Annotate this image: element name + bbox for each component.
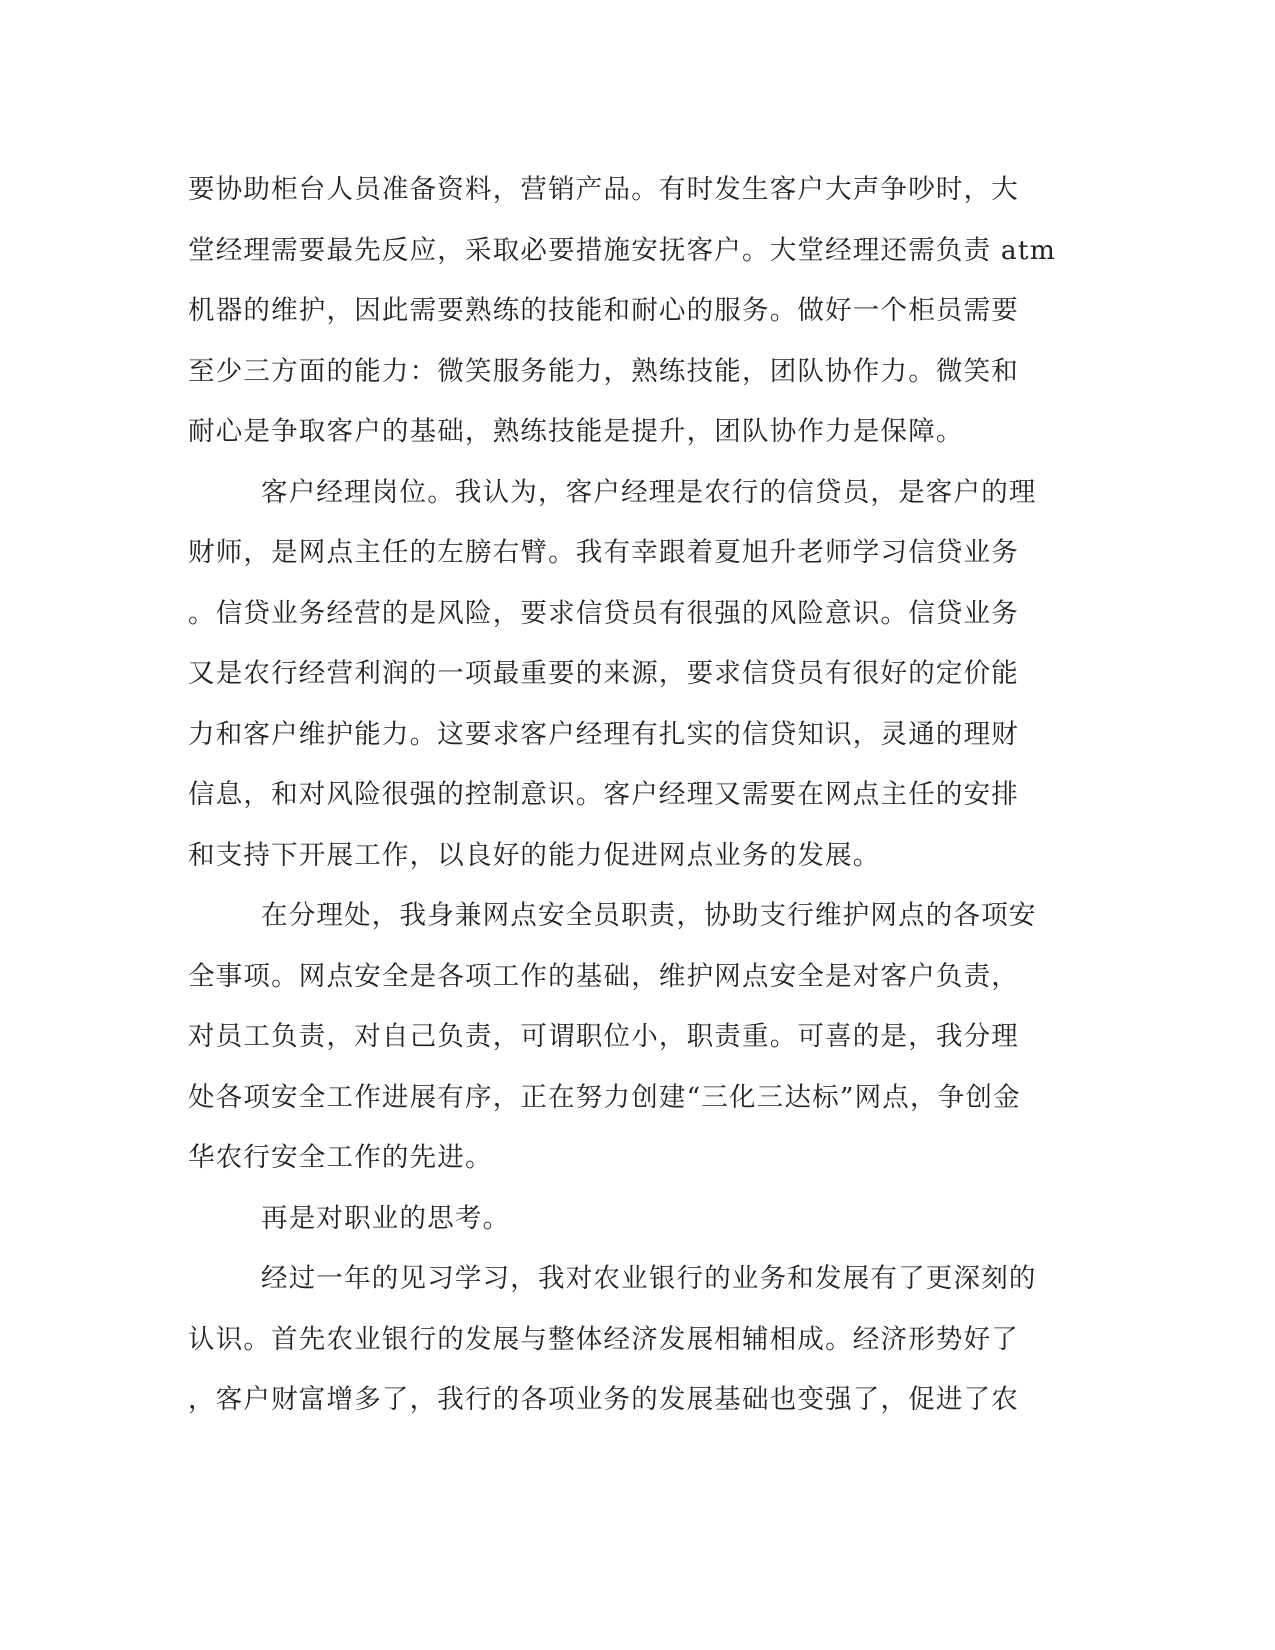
paragraph-start-line: 客户经理岗位。我认为，客户经理是农行的信贷员，是客户的理	[261, 476, 1037, 508]
paragraph-start-line: 经过一年的见习学习，我对农业银行的业务和发展有了更深刻的	[261, 1263, 1037, 1294]
text-line: 耐心是争取客户的基础，熟练技能是提升，团队协作力是保障。	[188, 416, 964, 447]
text-line: 和支持下开展工作，以良好的能力促进网点业务的发展。	[188, 839, 881, 871]
text-line: 认识。首先农业银行的发展与整体经济发展相辅相成。经济形势好了	[188, 1323, 1019, 1355]
paragraph-start-line: 再是对职业的思考。	[261, 1202, 511, 1234]
text-line: ，客户财富增多了，我行的各项业务的发展基础也变强了，促进了农	[188, 1384, 1019, 1415]
paragraph-start-line: 在分理处，我身兼网点安全员职责，协助支行维护网点的各项安	[261, 900, 1037, 931]
text-line: 力和客户维护能力。这要求客户经理有扎实的信贷知识，灵通的理财	[188, 718, 1019, 750]
text-line: 全事项。网点安全是各项工作的基础，维护网点安全是对客户负责，	[188, 960, 1019, 992]
text-line: 至少三方面的能力：微笑服务能力，熟练技能，团队协作力。微笑和	[188, 355, 1019, 387]
text-line: 处各项安全工作进展有序，正在努力创建“三化三达标”网点，争创金	[188, 1081, 1021, 1113]
text-line: 机器的维护，因此需要熟练的技能和耐心的服务。做好一个柜员需要	[188, 295, 1019, 326]
text-line: 又是农行经营利润的一项最重要的来源，要求信贷员有很好的定价能	[188, 658, 1019, 689]
text-line: 信息，和对风险很强的控制意识。客户经理又需要在网点主任的安排	[188, 779, 1019, 810]
text-line: 对员工负责，对自己负责，可谓职位小，职责重。可喜的是，我分理	[188, 1021, 1019, 1052]
text-line: 要协助柜台人员准备资料，营销产品。有时发生客户大声争吵时，大	[188, 174, 1019, 205]
text-line: 堂经理需要最先反应，采取必要措施安抚客户。大堂经理还需负责 atm	[188, 234, 1057, 266]
text-line: 华农行安全工作的先进。	[188, 1142, 493, 1173]
text-line: 。信贷业务经营的是风险，要求信贷员有很强的风险意识。信贷业务	[188, 597, 1019, 629]
text-line: 财师，是网点主任的左膀右臂。我有幸跟着夏旭升老师学习信贷业务	[188, 537, 1019, 568]
document-body	[188, 160, 1068, 1431]
